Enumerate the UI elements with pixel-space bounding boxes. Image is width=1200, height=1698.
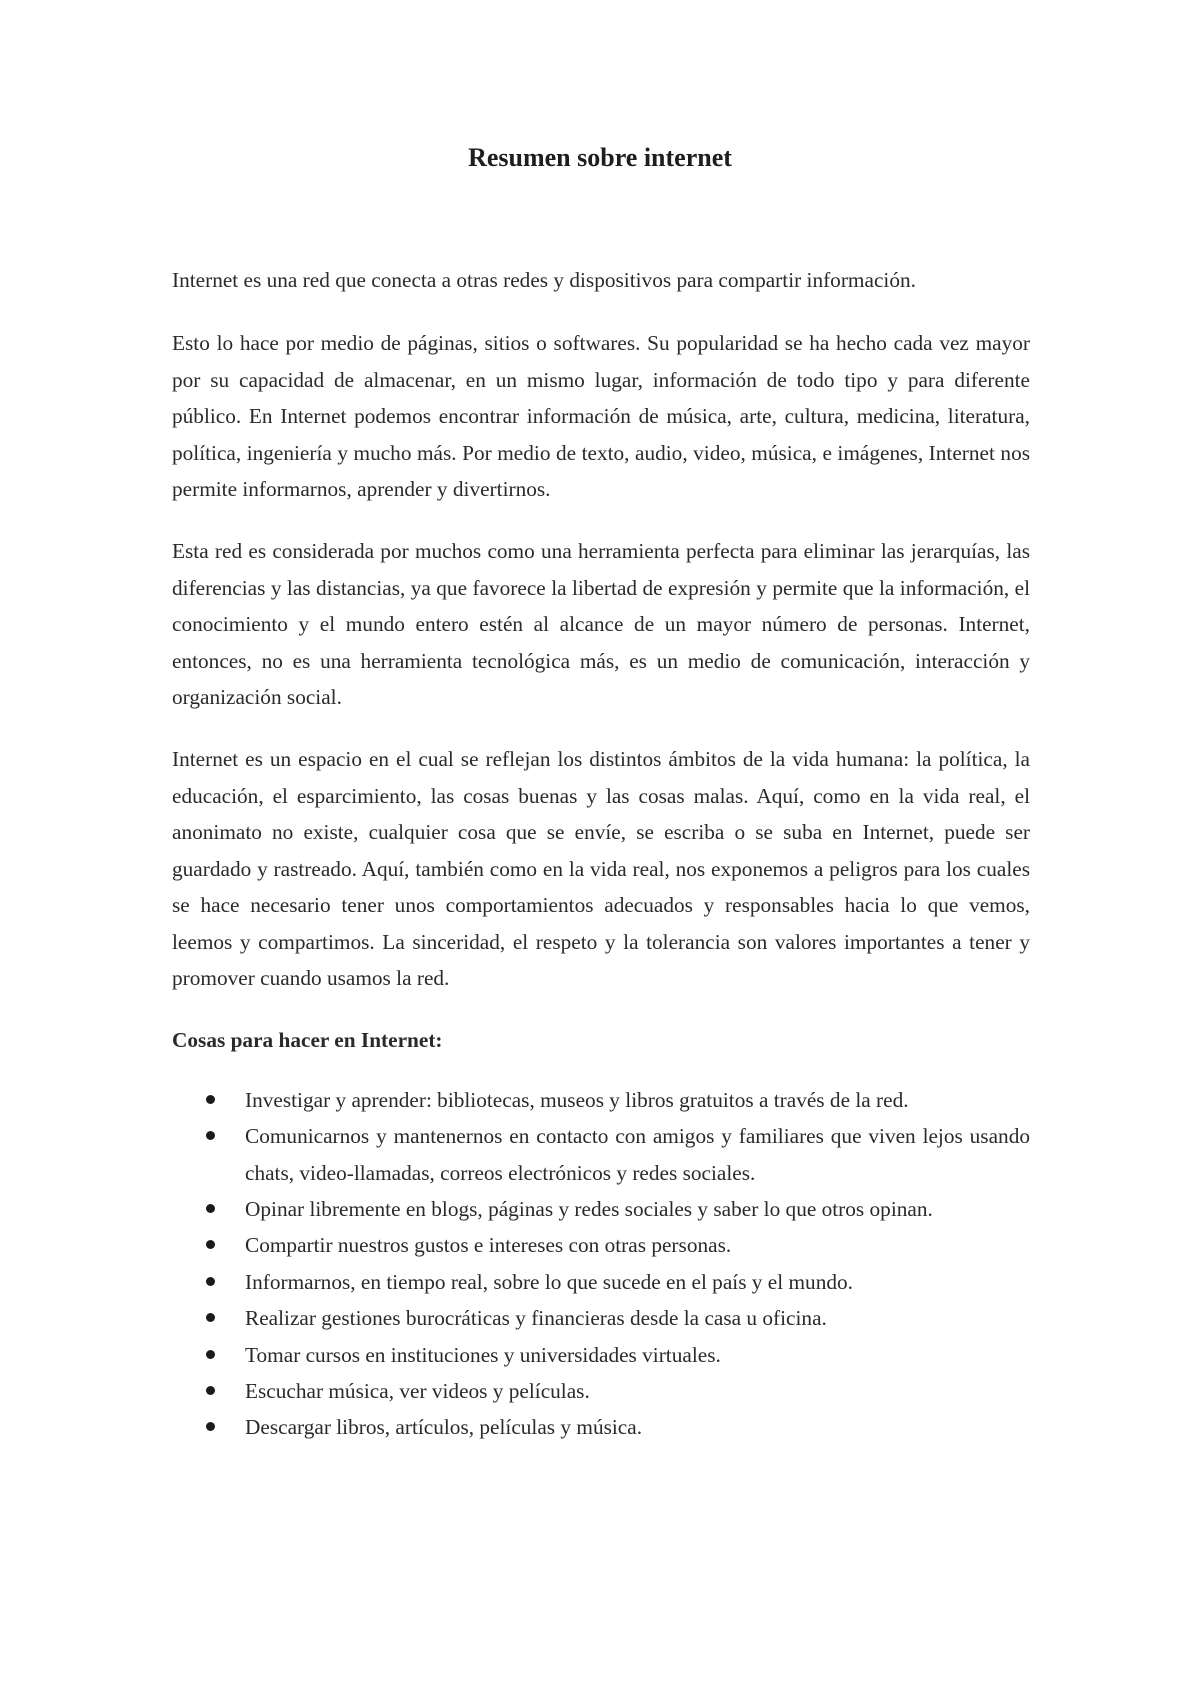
paragraph-space: Internet es un espacio en el cual se reflejan los distintos ámbitos de la vida humana: la política, la educación, el esparcimiento, las cosas buenas y las cosas malas. Aquí, como en la vida real, el anonimato no existe, cualquier cosa que se envíe, se escriba o se suba en Internet, puede ser guardado y rastreado. Aquí, también como en la vida real, nos exponemos a peligros para los cuales se hace necesario tener unos comportamientos adecuados y responsables hacia lo que vemos, leemos y compartimos. La sinceridad, el respeto y la tolerancia son valores importantes a tener y promover cuando usamos la red.	[172, 747, 1030, 990]
bullet-icon	[206, 1313, 215, 1322]
list-item-text: Investigar y aprender: bibliotecas, museos y libros gratuitos a través de la red.	[245, 1087, 909, 1112]
list-item-text: Escuchar música, ver videos y películas.	[245, 1378, 590, 1403]
document-body	[172, 262, 1030, 1446]
list-item-text: Opinar libremente en blogs, páginas y redes sociales y saber lo que otros opinan.	[245, 1196, 933, 1221]
section-heading: Cosas para hacer en Internet:	[172, 1028, 443, 1053]
list-item	[172, 1082, 1030, 1118]
list-item	[172, 1227, 1030, 1263]
paragraph-popularity: Esto lo hace por medio de páginas, sitios o softwares. Su popularidad se ha hecho cada vez mayor por su capacidad de almacenar, en un mismo lugar, información de todo tipo y para diferente público. En Internet podemos encontrar información de música, arte, cultura, medicina, literatura, política, ingeniería y mucho más. Por medio de texto, audio, video, música, e imágenes, Internet nos permite informarnos, aprender y divertirnos.	[172, 331, 1030, 502]
list-item-text: Compartir nuestros gustos e intereses con otras personas.	[245, 1233, 732, 1258]
bullet-icon	[206, 1422, 215, 1431]
list-item	[172, 1300, 1030, 1336]
paragraph-intro: Internet es una red que conecta a otras redes y dispositivos para compartir información.	[172, 268, 916, 292]
bullet-icon	[206, 1131, 215, 1140]
bullet-list	[172, 1082, 1030, 1446]
list-item-text: Tomar cursos en instituciones y universidades virtuales.	[245, 1342, 721, 1367]
list-item	[172, 1337, 1030, 1373]
list-item-text: Descargar libros, artículos, películas y música.	[245, 1415, 643, 1440]
bullet-icon	[206, 1204, 215, 1213]
list-item	[172, 1191, 1030, 1227]
document-title: Resumen sobre internet	[468, 143, 732, 172]
bullet-icon	[206, 1277, 215, 1286]
list-item-text: Informarnos, en tiempo real, sobre lo que sucede en el país y el mundo.	[245, 1269, 853, 1294]
list-item	[172, 1264, 1030, 1300]
bullet-icon	[206, 1240, 215, 1249]
list-item	[172, 1409, 1030, 1445]
paragraph-tool: Esta red es considerada por muchos como una herramienta perfecta para eliminar las jerarquías, las diferencias y las distancias, ya que favorece la libertad de expresión y permite que la información, el conocimiento y el mundo entero estén al alcance de un mayor número de personas. Internet, entonces, no es una herramienta tecnológica más, es un medio de comunicación, interacción y organización social.	[172, 539, 1030, 710]
bullet-icon	[206, 1095, 215, 1104]
list-item	[172, 1118, 1030, 1191]
bullet-icon	[206, 1386, 215, 1395]
bullet-icon	[206, 1350, 215, 1359]
list-item-text: Realizar gestiones burocráticas y financieras desde la casa u oficina.	[245, 1306, 827, 1331]
list-item-text: Comunicarnos y mantenernos en contacto con amigos y familiares que viven lejos usando chats, video-llamadas, correos electrónicos y redes sociales.	[245, 1124, 1030, 1185]
list-item	[172, 1373, 1030, 1409]
